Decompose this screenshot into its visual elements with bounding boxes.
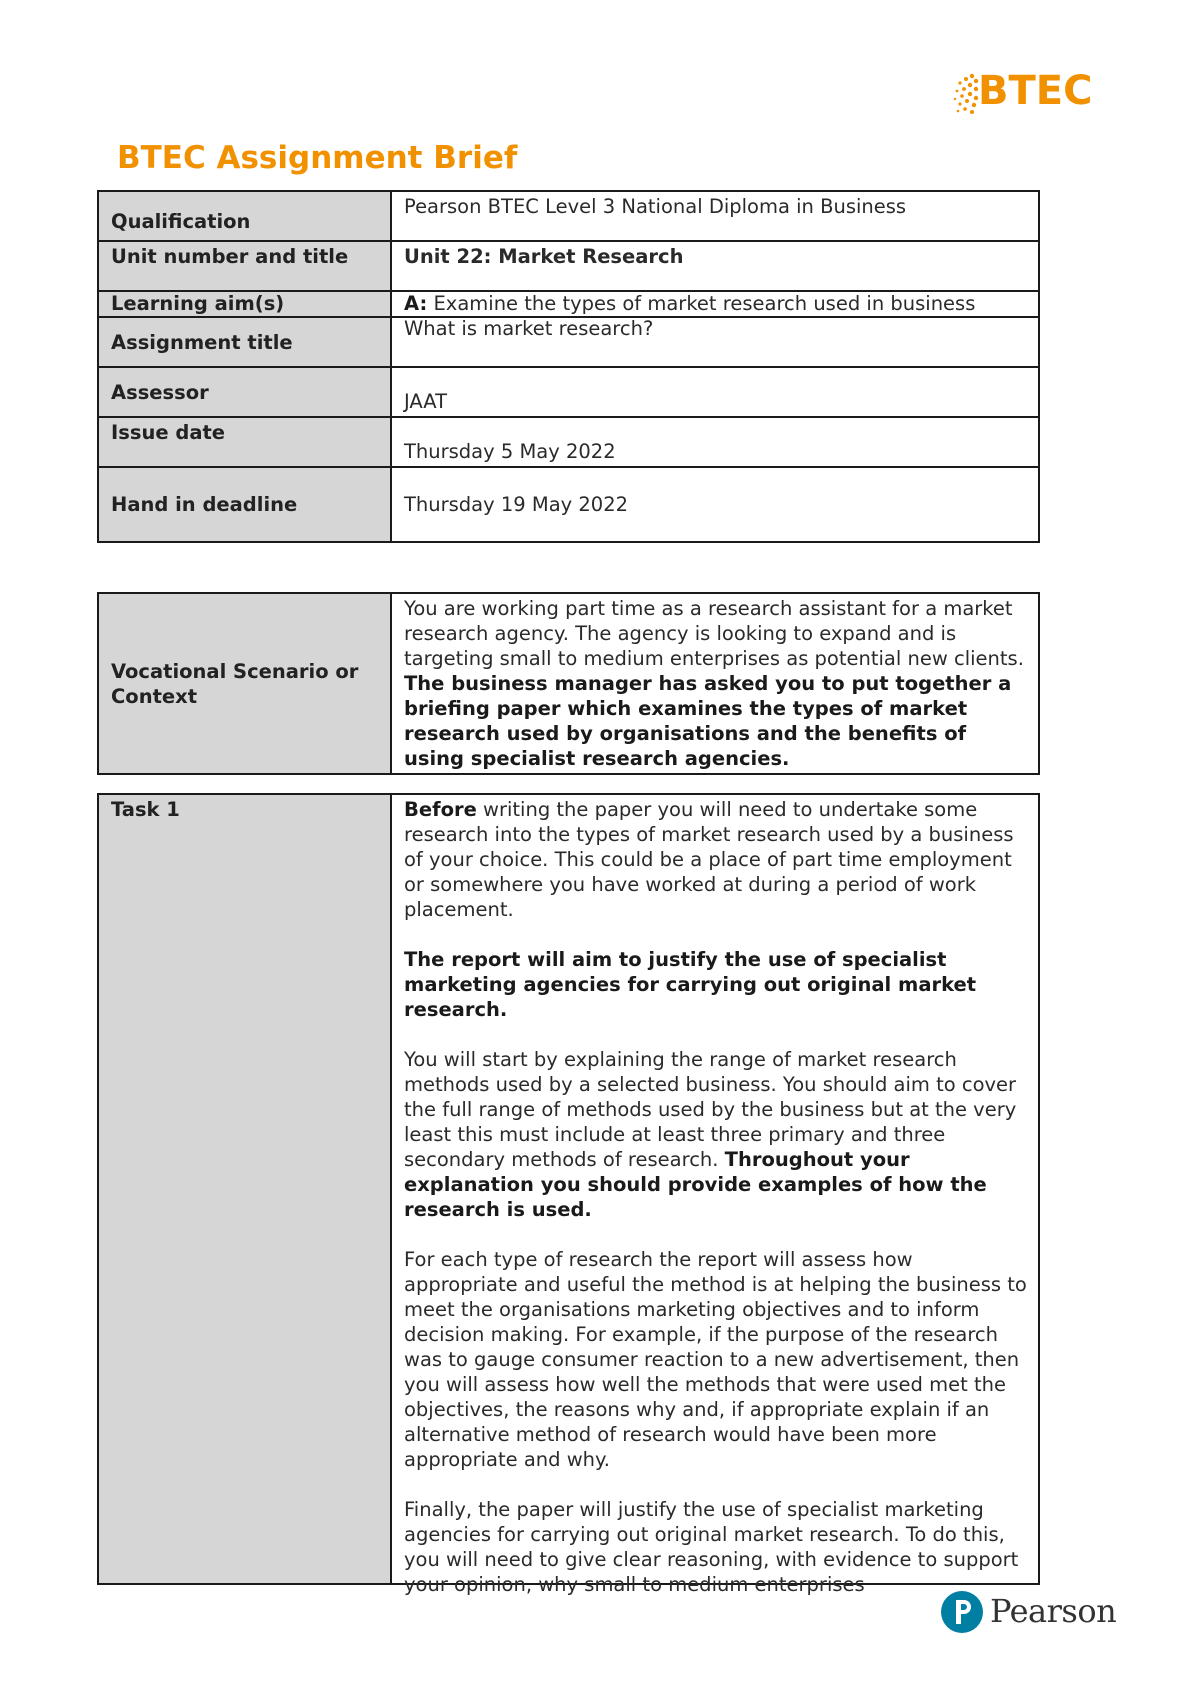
btec-logo-text: BTEC [978,68,1093,114]
learning-aims-value [391,291,1039,317]
task-1-paragraph-2: The report will aim to justify the use of specialist marketing agencies for carrying out original market research. [404,948,977,1021]
issue-date-label: Issue date [98,417,391,467]
scenario-label: Vocational Scenario or Context [98,593,391,774]
deadline-label: Hand in deadline [98,467,391,542]
page-title: BTEC Assignment Brief [117,140,518,176]
pearson-p-icon [940,1590,984,1634]
task-1-label: Task 1 [98,794,391,1584]
task-1-content [391,794,1039,1596]
scenario-bold-text: The business manager has asked you to put together a briefing paper which examines the types of market research used by organisations and the benefits of using specialist research agencies. [404,672,1012,770]
scenario-text [391,593,1039,774]
unit-value: Unit 22: Market Research [391,241,1039,291]
task-1-row [98,794,1039,1584]
deadline-row [98,467,1039,542]
learning-aim-text: Examine the types of market research used in business [427,292,976,315]
task-1-paragraph-3 [404,1047,1028,1222]
assignment-title-value: What is market research? [391,317,1039,367]
pearson-logo-text: Pearson [990,1592,1117,1630]
issue-date-row [98,417,1039,467]
task-table [97,793,1040,1596]
assignment-details-table [97,190,1040,543]
btec-dots-icon [950,70,980,118]
assignment-title-label: Assignment title [98,317,391,367]
pearson-logo [940,1590,1117,1640]
assignment-title-row [98,317,1039,367]
issue-date-value: Thursday 5 May 2022 [391,417,1039,467]
task-1-paragraph-5: Finally, the paper will justify the use of specialist marketing agencies for carrying out original market research. To do this, you will need to give clear reasoning, with evidence to support your opinion, why small to medium enterprises [404,1498,1019,1596]
scenario-row [98,593,1039,774]
task-1-p3-bold: Throughout your explanation you should provide examples of how the research is used. [404,1148,987,1221]
scenario-plain-text: You are working part time as a research assistant for a market research agency. The agency is looking to expand and is targeting small to medium enterprises as potential new clients. [404,597,1024,670]
assessor-label: Assessor [98,367,391,417]
scenario-table [97,592,1040,775]
qualification-label: Qualification [98,191,391,241]
unit-label: Unit number and title [98,241,391,291]
learning-aim-code: A: [404,292,428,315]
task-1-p1-bold: Before [404,798,477,821]
task-1-p3-text: You will start by explaining the range of market research methods used by a selected business. You should aim to cover the full range of methods used by the business but at the very least this must include at least three primary and three secondary methods of research. [404,1048,1017,1171]
learning-aims-row [98,291,1039,317]
qualification-row [98,191,1039,241]
assessor-row [98,367,1039,417]
learning-aims-label: Learning aim(s) [98,291,391,317]
task-1-p1-text: writing the paper you will need to undertake some research into the types of market research used by a business of your choice. This could be a place of part time employment or somewhere you have worked at during a period of work placement. [404,798,1014,921]
unit-row [98,241,1039,291]
assessor-value: JAAT [391,367,1039,417]
deadline-value: Thursday 19 May 2022 [391,467,1039,542]
task-1-paragraph-1 [404,797,1028,922]
qualification-value: Pearson BTEC Level 3 National Diploma in Business [391,191,1039,241]
task-1-paragraph-4: For each type of research the report will assess how appropriate and useful the method is at helping the business to meet the organisations marketing objectives and to inform decision making. For example, if the purpose of the research was to gauge consumer reaction to a new advertisement, then you will assess how well the methods that were used met the objectives, the reasons why and, if appropriate explain if an alternative method of research would have been more appropriate and why. [404,1248,1027,1471]
task-1-body [404,797,1028,1596]
btec-logo [950,70,1100,122]
